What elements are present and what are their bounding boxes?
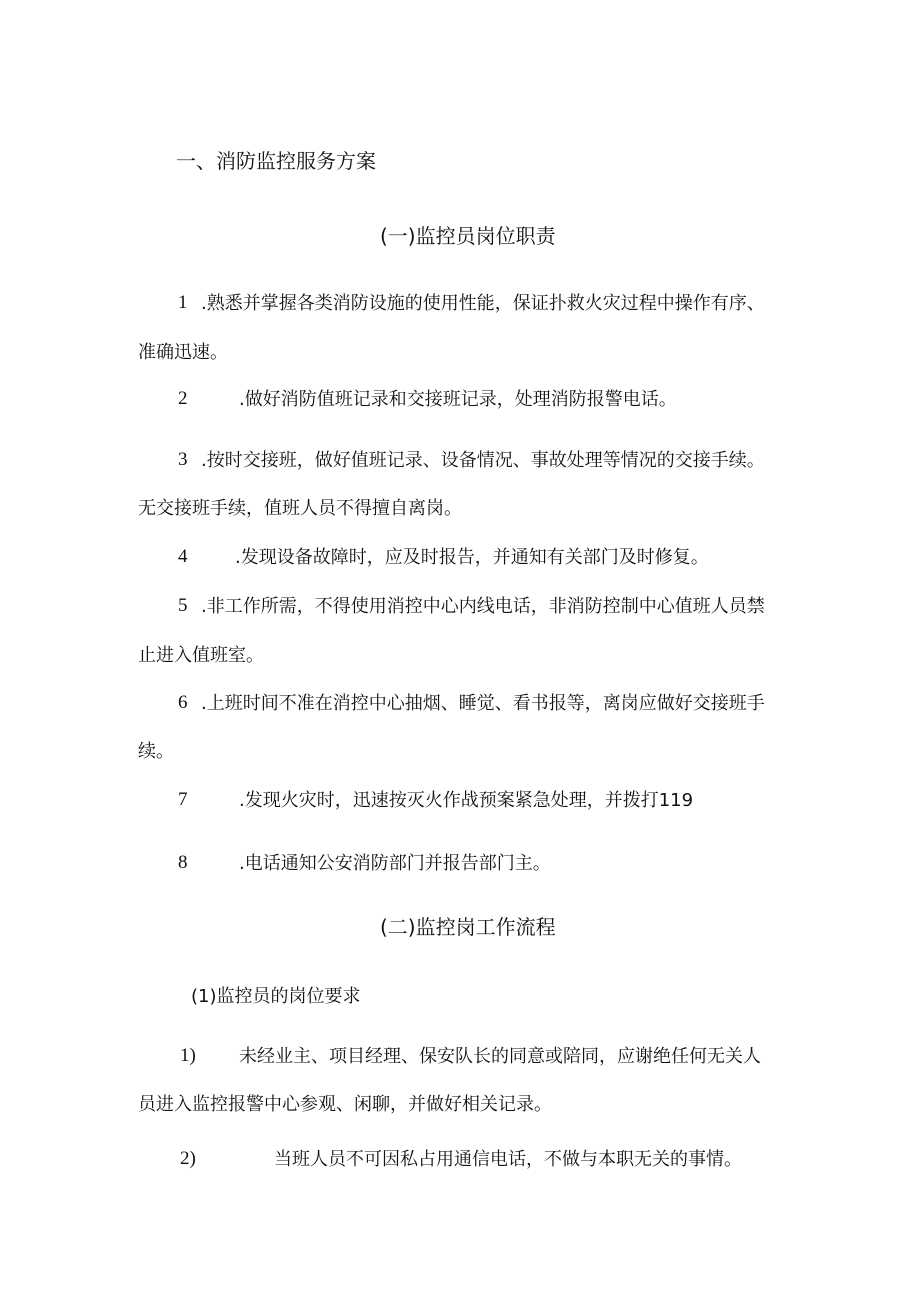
item-text-line: 当班人员不可因私占用通信电话，不做与本职无关的事情。 <box>274 1149 742 1170</box>
subsection-title-2: (二)监控岗工作流程 <box>380 915 556 939</box>
item-number: 3 <box>178 449 188 470</box>
item-text-line: 无交接班手续，值班人员不得擅自离岗。 <box>138 498 462 519</box>
item-text-line: 准确迅速。 <box>138 342 228 363</box>
item-text-line: .熟悉并掌握各类消防设施的使用性能，保证扑救火灾过程中操作有序、 <box>201 293 765 314</box>
item-text-line: .按时交接班，做好值班记录、设备情况、事故处理等情况的交接手续。 <box>201 450 765 471</box>
item-text-line: 员进入监控报警中心参观、闲聊，并做好相关记录。 <box>138 1094 552 1115</box>
requirements-heading: (1)监控员的岗位要求 <box>191 986 361 1007</box>
item-number: 2 <box>178 388 188 409</box>
item-number: 7 <box>178 789 188 810</box>
item-text-line: 止进入值班室。 <box>138 645 264 666</box>
item-text-line: .非工作所需，不得使用消控中心内线电话，非消防控制中心值班人员禁 <box>201 596 765 617</box>
item-text-line: .发现火灾时，迅速按灭火作战预案紧急处理，并拨打119 <box>239 790 694 811</box>
item-text-line: .电话通知公安消防部门并报告部门主。 <box>239 853 551 874</box>
item-number: 2) <box>180 1148 196 1169</box>
item-text-line: .上班时间不准在消控中心抽烟、睡觉、看书报等，离岗应做好交接班手 <box>201 693 765 714</box>
item-text-line: 续。 <box>138 741 174 762</box>
subsection-title-1: (一)监控员岗位职责 <box>380 224 556 248</box>
item-text-line: .做好消防值班记录和交接班记录，处理消防报警电话。 <box>239 389 677 410</box>
section-title: 一、消防监控服务方案 <box>176 149 376 173</box>
item-text-line: .发现设备故障时，应及时报告，并通知有关部门及时修复。 <box>235 547 709 568</box>
item-text-line: 未经业主、项目经理、保安队长的同意或陪同，应谢绝任何无关人 <box>239 1046 761 1067</box>
item-number: 8 <box>178 852 188 873</box>
item-number: 1) <box>180 1045 196 1066</box>
item-number: 5 <box>178 595 188 616</box>
item-number: 4 <box>178 546 188 567</box>
item-number: 6 <box>178 692 188 713</box>
item-number: 1 <box>178 292 188 313</box>
